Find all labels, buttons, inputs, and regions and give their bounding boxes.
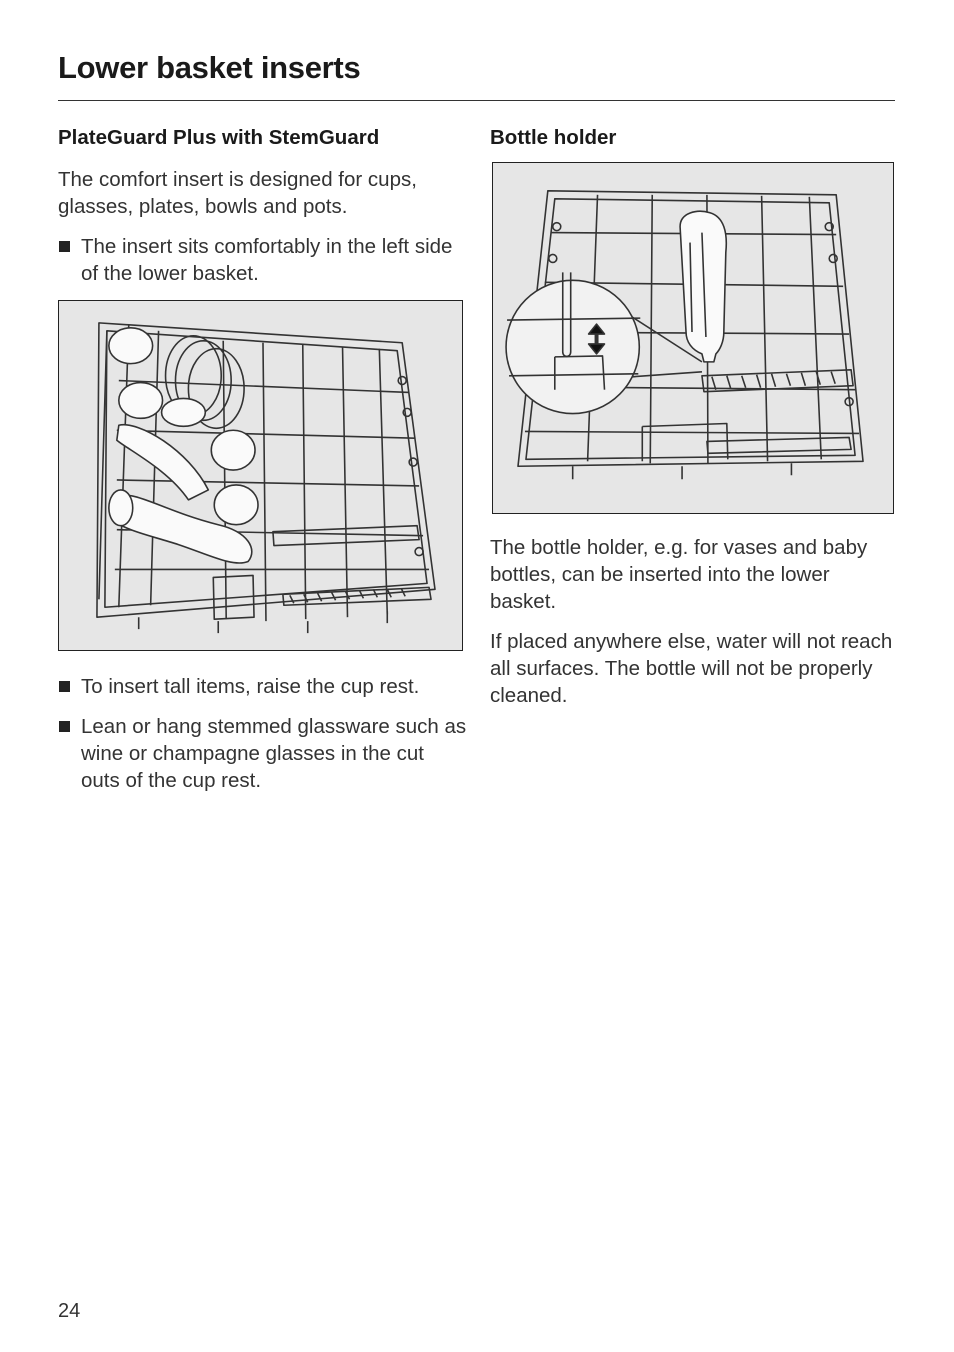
bullet-item xyxy=(58,713,468,794)
bottle-holder-illustration xyxy=(492,162,894,514)
right-column xyxy=(490,124,896,722)
bullet-item xyxy=(58,673,468,700)
bullet-text: Lean or hang stemmed glassware such as wine or champagne glasses in the cut outs of the cup rest. xyxy=(81,715,467,792)
bottle-holder-drawing xyxy=(493,163,893,513)
bullet-square-icon xyxy=(59,721,70,732)
page-number: 24 xyxy=(58,1300,81,1322)
bottle-holder-description: The bottle holder, e.g. for vases and baby bottles, can be inserted into the lower basket. xyxy=(490,536,868,613)
plateguard-intro: The comfort insert is designed for cups, glasses, plates, bowls and pots. xyxy=(58,168,417,218)
bullet-text: The insert sits comfortably in the left side of the lower basket. xyxy=(81,235,453,285)
bullet-square-icon xyxy=(59,241,70,252)
plateguard-illustration xyxy=(58,300,463,651)
plateguard-heading: PlateGuard Plus with StemGuard xyxy=(58,126,380,149)
bottle-holder-warning: If placed anywhere else, water will not reach all surfaces. The bottle will not be properly cleaned. xyxy=(490,630,893,707)
bullet-square-icon xyxy=(59,681,70,692)
left-column xyxy=(58,124,468,807)
title-divider xyxy=(58,100,895,101)
lower-basket-drawing xyxy=(59,301,462,650)
bottle-holder-heading: Bottle holder xyxy=(490,126,617,149)
bullet-item xyxy=(58,233,468,287)
page-title: Lower basket inserts xyxy=(58,50,361,85)
bullet-text: To insert tall items, raise the cup rest. xyxy=(81,675,420,698)
